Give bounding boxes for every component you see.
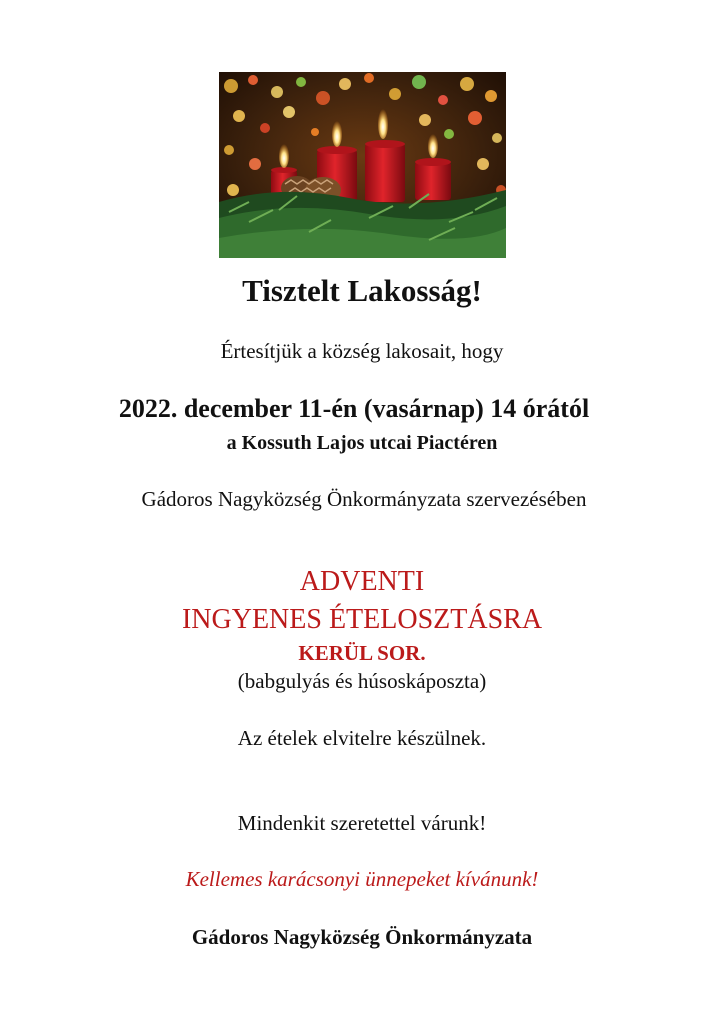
intro-text: Értesítjük a község lakosait, hogy [220, 339, 504, 363]
announcement-line-1: ADVENTI [299, 566, 425, 597]
event-place: a Kossuth Lajos utcai Piactéren [226, 432, 498, 454]
event-date: 2022. december 11-én (vasárnap) 14 órától [118, 394, 590, 423]
advent-candles-photo [219, 72, 506, 258]
menu-text: (babgulyás és húsoskáposzta) [237, 669, 487, 693]
page-title: Tisztelt Lakosság! [242, 273, 482, 308]
announcement-line-3: KERÜL SOR. [298, 641, 426, 665]
holiday-wish: Kellemes karácsonyi ünnepeket kívánunk! [185, 867, 539, 891]
welcome-text: Mindenkit szeretettel várunk! [237, 811, 487, 835]
takeaway-text: Az ételek elvitelre készülnek. [237, 726, 487, 750]
signature: Gádoros Nagyközség Önkormányzata [191, 925, 533, 949]
announcement-line-2: INGYENES ÉTELOSZTÁSRA [181, 604, 543, 635]
organizer-line: Gádoros Nagyközség Önkormányzata szervezésében [141, 487, 587, 511]
